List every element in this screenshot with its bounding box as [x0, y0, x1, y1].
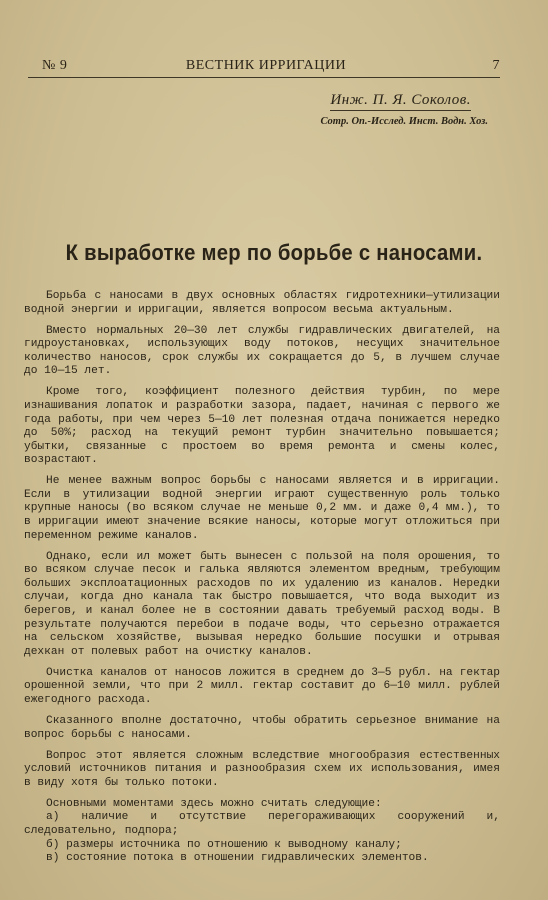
issue-number: № 9 — [42, 58, 68, 73]
paragraph: Очистка каналов от наносов ложится в среднем до 3—5 рубл. на гектар орошенной земли, что при 2 милл. гектар составит до 6—10 милл. рублей ежегодного расхода. — [24, 666, 500, 706]
list-item: а) наличие и отсутствие перегораживающих сооружений и, следовательно, подпора; — [24, 811, 500, 837]
paragraph: Вопрос этот является сложным вследствие многообразия естественных условий источников питания и разнообразия схем их использования, имея в виду хотя бы только потоки. — [24, 749, 500, 789]
page-number: 7 — [492, 58, 500, 73]
author-affiliation: Сотр. Оп.-Исслед. Инст. Водн. Хоз. — [320, 116, 488, 127]
paragraph: Сказанного вполне достаточно, чтобы обратить серьезное внимание на вопрос борьбы с наносами. — [24, 714, 500, 741]
paragraph: Вместо нормальных 20—30 лет службы гидравлических двигателей, на гидроустановках, использующих воду потоков, несущих значительное количество наносов, срок службы их сокращается до 5, в лучшем случае до 10—15 лет. — [24, 324, 500, 378]
article-body — [24, 290, 500, 866]
paragraph: Основными моментами здесь можно считать следующие: — [46, 797, 382, 810]
paragraph: Кроме того, коэффициент полезного действия турбин, по мере изнашивания лопаток и разработки зазора, падает, начиная с первого же года работы, при чем через 5—10 лет полезная отдача понижается нередко до 50%; расход на текущий ремонт турбин значительно повышается; убытки, связанные с простоем во время ремонта и смены колес, возрастают. — [24, 386, 500, 467]
list-item: в) состояние потока в отношении гидравлических элементов. — [46, 852, 429, 865]
author-name: Инж. П. Я. Соколов. — [330, 92, 471, 111]
running-header — [32, 58, 500, 78]
journal-title: ВЕСТНИК ИРРИГАЦИИ — [185, 58, 347, 73]
article-title: К выработке мер по борьбе с наносами. — [65, 240, 483, 265]
paragraph: Борьба с наносами в двух основных областях гидротехники—утилизации водной энергии и ирригации, является вопросом весьма актуальным. — [24, 290, 500, 316]
paragraph: Однако, если ил может быть вынесен с пользой на поля орошения, то во всяком случае песок и галька являются элементом вредным, требующим больших эксплоатационных расходов по их удалению из каналов. Нередки случаи, когда дно канала так быстро повышается, что вода выходит из берегов, и канал более не в состоянии давать требуемый расход воды. В результате получаются перебои в подаче воды, что серьезно отражается на сельском хозяйстве, вызывая нередко большие посушки и отрывая дехкан от полевых работ на очистку каналов. — [24, 550, 500, 658]
paragraph: Не менее важным вопрос борьбы с наносами является и в ирригации. Если в утилизации водной энергии играют существенную роль только крупные наносы (во всяком случае не меньше 0,2 мм. и даже 0,4 мм.), то в ирригации имеют значение всякие наносы, которые могут отложиться при переменном режиме каналов. — [24, 475, 500, 542]
list-item: б) размеры источника по отношению к выводному каналу; — [46, 838, 402, 851]
header-rule — [28, 77, 500, 78]
